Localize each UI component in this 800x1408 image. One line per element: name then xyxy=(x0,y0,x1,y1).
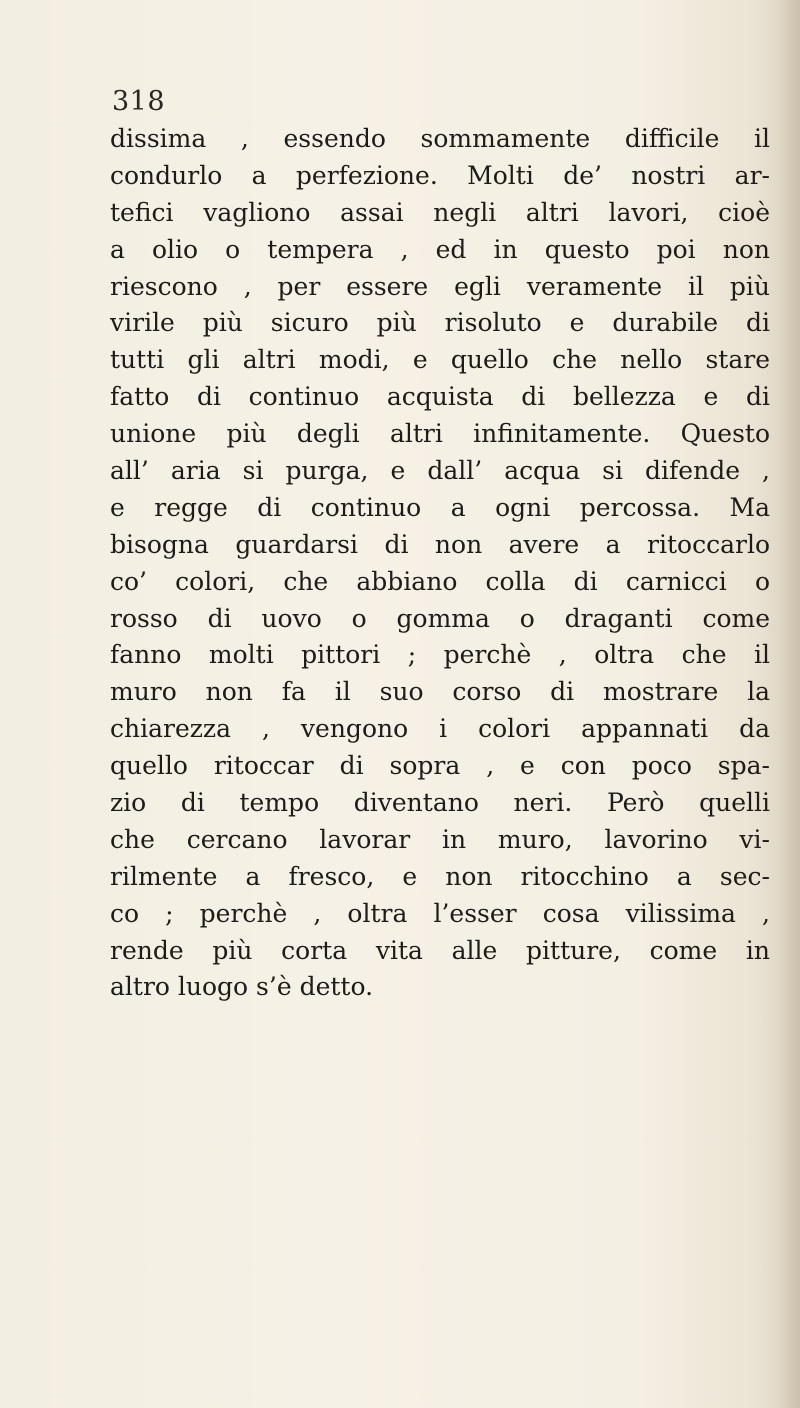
text-line-18: quello ritoccar di sopra , e con poco spa- xyxy=(110,751,770,781)
text-line-12: bisogna guardarsi di non avere a ritoccarlo xyxy=(110,529,770,559)
page-number: 318 xyxy=(112,86,166,117)
text-line-10: all’ aria si purga, e dall’ acqua si difende , xyxy=(110,456,770,486)
text-line-3: tefici vagliono assai negli altri lavori, cioè xyxy=(110,197,770,227)
text-line-24: altro luogo s’è detto. xyxy=(110,972,374,1002)
text-line-13: co’ colori, che abbiano colla di carnicci o xyxy=(110,566,770,596)
text-line-4: a olio o tempera , ed in questo poi non xyxy=(110,234,770,264)
text-line-8: fatto di continuo acquista di bellezza e di xyxy=(110,382,770,412)
text-line-16: muro non fa il suo corso di mostrare la xyxy=(110,677,770,707)
text-line-20: che cercano lavorar in muro, lavorino vi- xyxy=(110,824,770,854)
text-line-1: dissima , essendo sommamente difficile il xyxy=(110,124,770,153)
text-line-9: unione più degli altri infinitamente. Questo xyxy=(110,419,770,449)
text-line-22: co ; perchè , oltra l’esser cosa vilissima , xyxy=(110,898,770,928)
text-line-5: riescono , per essere egli veramente il più xyxy=(110,271,770,301)
text-line-15: fanno molti pittori ; perchè , oltra che il xyxy=(110,640,770,670)
body-text xyxy=(110,121,770,1006)
text-line-7: tutti gli altri modi, e quello che nello stare xyxy=(110,345,770,375)
text-line-21: rilmente a fresco, e non ritocchino a sec- xyxy=(110,861,770,891)
text-line-6: virile più sicuro più risoluto e durabile di xyxy=(110,308,770,338)
text-line-14: rosso di uovo o gomma o draganti come xyxy=(110,603,770,633)
text-line-17: chiarezza , vengono i colori appannati da xyxy=(110,714,770,744)
text-line-19: zio di tempo diventano neri. Però quelli xyxy=(110,788,770,818)
text-line-23: rende più corta vita alle pitture, come in xyxy=(110,935,770,965)
text-line-2: condurlo a perfezione. Molti de’ nostri ar- xyxy=(110,160,770,190)
page-edge-shadow xyxy=(778,0,800,1408)
text-line-11: e regge di continuo a ogni percossa. Ma xyxy=(110,492,770,522)
